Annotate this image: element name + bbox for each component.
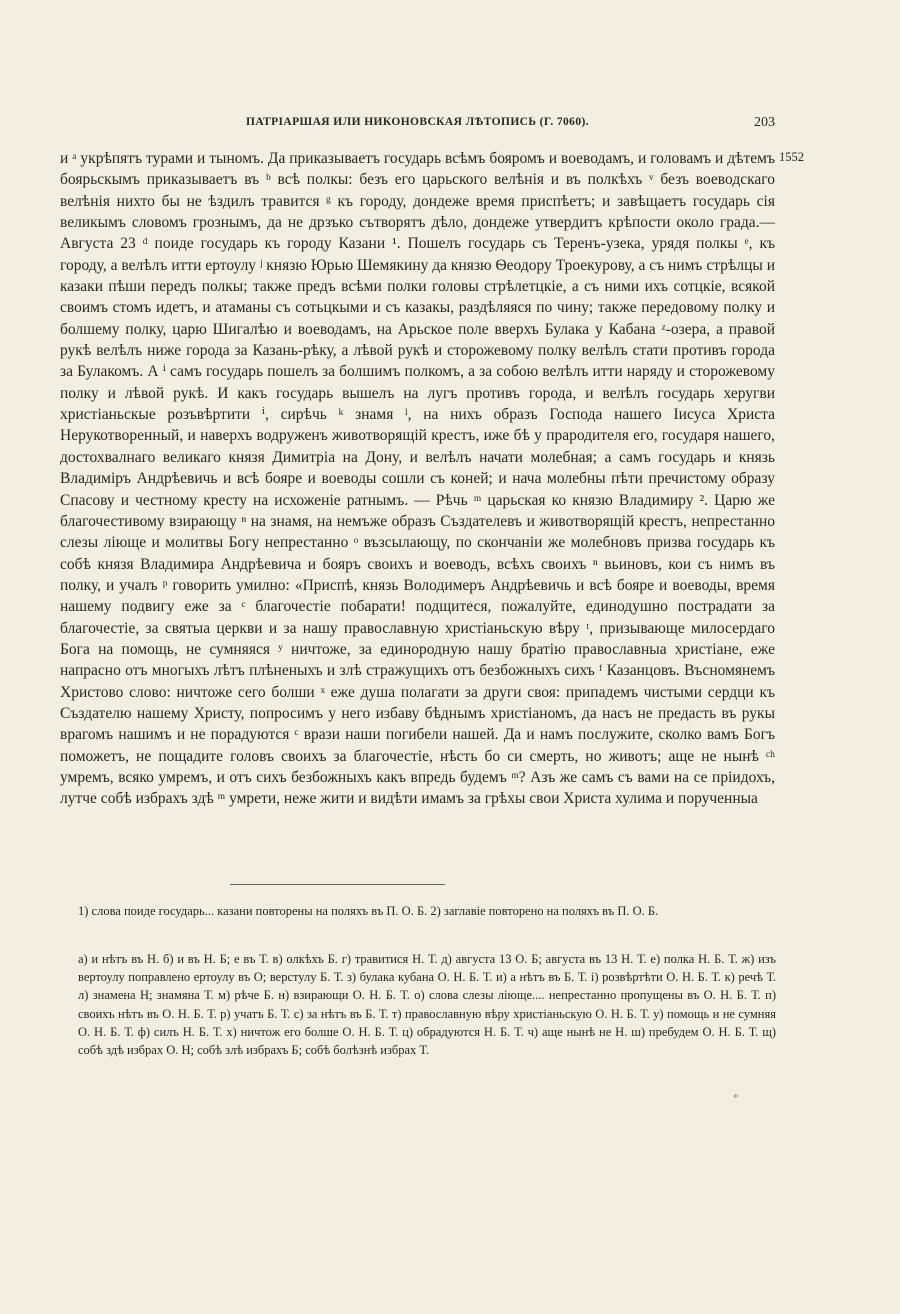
editorial-footnotes	[78, 902, 776, 920]
running-head: ПАТРІАРШАЯ ИЛИ НИКОНОВСКАЯ ЛѢТОПИСЬ (Г. 7060).	[246, 116, 589, 128]
body-paragraph: и ᵃ укрѣпятъ турами и тыномъ. Да приказываетъ государь всѣмъ бояромъ и воеводамъ, и головамъ и дѣтемъ боярьскымъ приказываетъ въ ᵇ всѣ полкы: безъ его царьского велѣнія и въ полкѣхъ ᵛ безъ воеводскаго велѣнія нихто бы не ѣздилъ травится ᵍ къ городу, дондеже время приспѣетъ; и завѣщаетъ государь сія великымъ словомъ грознымъ, да не дрзъко сътворятъ дѣло, дондеже утвердитъ крѣпости около града.—Августа 23 ᵈ поиде государь къ городу Казани ¹. Пошелъ государь съ Теренъ-узека, урядя полкы ᵉ, къ городу, а велѣлъ итти ертоулу ʲ князю Юрью Шемякину да князю Ѳеодору Троекурову, а съ нимъ стрѣлцы и казаки пѣши передъ полкы; также предъ всѣми полки головы стрѣлетцкіе, а съ ними ихъ сотцкіе, всякой своимъ стомъ идетъ, и атаманы съ сотьцкыми и съ казакы, раздѣляяся по чину; также передовому полку и болшему полку, царю Шигалѣю и воеводамъ, на Арьское поле вверхъ Булака у Кабана ᶻ-озера, а правой рукѣ велѣлъ ниже города за Казань-рѣку, а лѣвой рукѣ и сторожевому полку велѣлъ стати противъ города за Булакомъ. А ⁱ самъ государь пошелъ за болшимъ полкомъ, а за собою велѣлъ итти наряду и сторожевому полку и лѣвой рукѣ. И какъ государь вышелъ на лугъ противъ города, и велѣлъ государь херугви христіаньскые розъвѣртити ⁱ, сирѣчь ᵏ знамя ˡ, на нихъ образъ Господа нашего Іисуса Христа Нерукотворенный, и наверхъ водруженъ животворящій крестъ, иже бѣ у прародителя его, государя нашего, достохвалнаго великаго князя Димитріа на Дону, и велѣлъ начати молебная; а самъ государь и князь Владиміръ Андрѣевичь и всѣ бояре и воеводы сошли съ коней; и нача молебны пѣти пречистому образу Спасову и честному кресту на исхоженіе ратнымъ. — Рѣчь ᵐ царьская ко князю Владимиру ². Царю же благочестивому взирающу ⁿ на знамя, на немъже образъ Създателевъ и животворящій крестъ, непрестанно слезы ліюще и молитвы Богу непрестанно ᵒ възсылающу, по скончаніи же молебновъ призва государь къ собѣ князя Владимира Андрѣевича и бояръ своихъ и воеводъ, всѣхъ своихъ ⁿ вьиновъ, кои съ нимъ въ полку, и учалъ ᵖ говорить умилно: «Приспѣ, князь Володимеръ Андрѣевичь и всѣ бояре и воеводы, время нашему подвигу еже за ᶜ благочестіе побарати! подщитеся, пожалуйте, единодушно пострадати за благочестіе, за святыа церкви и за нашу православную христіаньскую вѣру ᵗ, призывающе милосердаго Бога на помощь, не сумняяся ʸ ничтоже, за единородную нашу братію православныа христіане, еже напрасно отъ многыхъ лѣтъ плѣненыхъ и злѣ стражущихъ отъ безбожныхъ сихъ ᶠ Казанцовъ. Въсномянемъ Христово слово: ничтоже сего болши ˣ еже душа полагати за други своя: припадемъ чистыми сердци къ Създателю нашему Христу, попросимъ у него избаву бѣднымъ христіаномъ, да насъ не предасть въ рукы врагомъ нашимъ и не порадуются ᶜ врази наши погибели нашей. Да и намъ послужите, сколко вамъ Богъ поможетъ, не пощадите головъ своихъ за благочестіе, нѣсть бо си смерть, но животъ; аще не нынѣ ᶜʰ умремъ, всяко умремъ, и отъ сихъ безбожныхъ какъ впредь будемъ ᵐ? Азъ же самъ съ вами на се пріидохъ, лутче собѣ избрахъ здѣ ᵐ умрети, неже жити и видѣти имамъ за грѣхы свои Христа хулима и порученныа	[60, 150, 775, 808]
variant-note: а) и нѣтъ въ Н. б) и въ Н. Б; е въ Т. в) олкѣхъ Б. г) травитися Н. Т. д) августа 13 О. Б; августа въ 13 Н. Т. е) полка Н. Б. Т. ж) изъ вертоулу поправлено ертоулу въ О; верстулу Б. Т. з) булака кубана О. Н. Б. Т. и) а нѣтъ въ Б. Т. і) розвѣртѣти О. Н. Б. Т. к) речѣ Т. л) знамена Н; знамяна Т. м) рѣче Б. н) взирающи О. Н. Б. Т. о) слова слезы ліюще.... непрестанно пропущены въ О. Н. Б. Т. п) своихъ нѣтъ въ О. Н. Б. Т. р) учатъ Б. Т. с) за нѣтъ въ Б. Т. т) православную вѣру христіаньскую О. Н. Б. Т. у) помощь и не сумняя О. Н. Б. Т. ф) силъ Н. Б. Т. х) ничтож его болше О. Н. Б. Т. ц) обрадуются Н. Б. Т. ч) аще нынѣ не Н. ш) пребудем О. Н. Б. Т. щ) собѣ здѣ избрах О. Н; собѣ злѣ избрахъ Б; собѣ болѣзнѣ избрах Т.	[78, 952, 776, 1058]
page-header	[60, 116, 775, 136]
chronicle-text	[60, 148, 775, 810]
variant-readings	[78, 950, 776, 1059]
editorial-note: 1) слова поиде государь... казани повторены на поляхъ въ П. О. Б. 2) заглавіе повторено на поляхъ въ П. О. Б.	[78, 904, 659, 918]
margin-year: 1552	[779, 150, 804, 164]
page-number: 203	[754, 115, 775, 130]
asterisk-mark: *	[733, 1092, 739, 1104]
footnote-separator	[230, 884, 445, 885]
